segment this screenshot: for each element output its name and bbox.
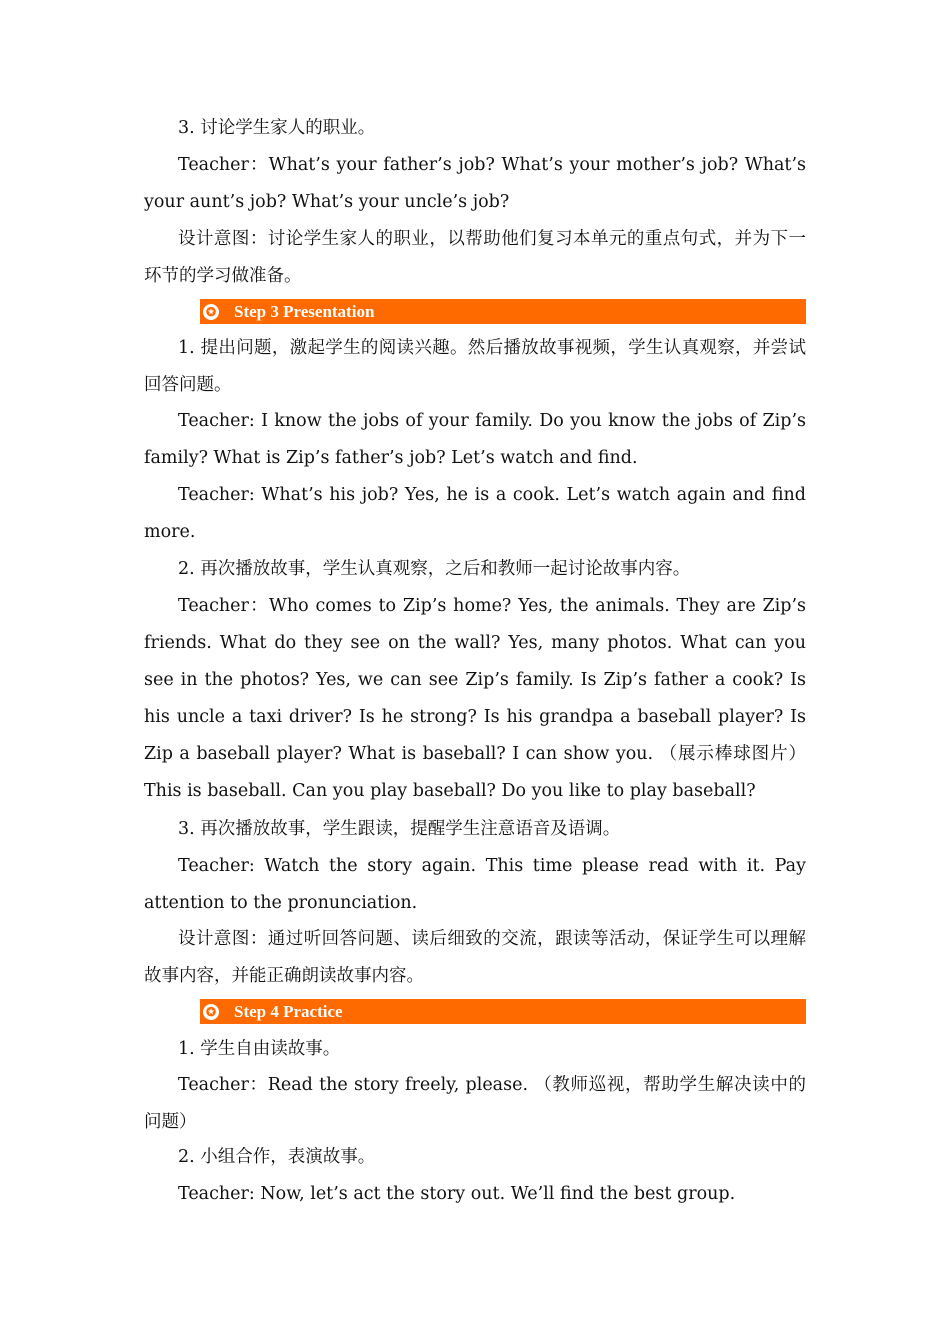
paragraph-teacher-read-freely: Teacher：Read the story freely, please. （教师巡视，帮助学生解决读中的问题） — [144, 1075, 806, 1132]
paragraph-teacher-act-out: Teacher: Now, let’s act the story out. We’ll find the best group. — [178, 1184, 736, 1204]
paragraph-free-reading: 1. 学生自由读故事。 — [178, 1039, 341, 1059]
paragraph-teacher-watch-again: Teacher: Watch the story again. This time please read with it. Pay attention to the pronunciation. — [144, 856, 806, 913]
step3-title: Step 3 Presentation — [234, 302, 375, 321]
paragraph-discuss-jobs: 3. 讨论学生家人的职业。 — [178, 118, 376, 138]
paragraph-design-intent-2: 设计意图：通过听回答问题、读后细致的交流，跟读等活动，保证学生可以理解故事内容，并能正确朗读故事内容。 — [144, 929, 806, 986]
step4-header — [200, 999, 806, 1024]
paragraph-group-act: 2. 小组合作，表演故事。 — [178, 1147, 376, 1167]
paragraph-read-along: 3. 再次播放故事，学生跟读，提醒学生注意语音及语调。 — [178, 819, 621, 839]
step3-header — [200, 299, 806, 324]
star-icon: ✪ — [203, 1004, 219, 1020]
paragraph-ask-questions: 1. 提出问题，激起学生的阅读兴趣。然后播放故事视频，学生认真观察，并尝试回答问题。 — [144, 338, 806, 395]
star-icon: ✪ — [203, 304, 219, 320]
paragraph-design-intent-1: 设计意图：讨论学生家人的职业，以帮助他们复习本单元的重点句式，并为下一环节的学习做准备。 — [144, 229, 806, 286]
paragraph-teacher-his-job: Teacher: What’s his job? Yes, he is a cook. Let’s watch again and find more. — [144, 485, 806, 542]
step4-title: Step 4 Practice — [234, 1002, 343, 1021]
paragraph-teacher-know-jobs: Teacher: I know the jobs of your family. Do you know the jobs of Zip’s family? What is Zip’s father’s job? Let’s watch and find. — [144, 411, 806, 468]
paragraph-teacher-zip-home: Teacher：Who comes to Zip’s home? Yes, the animals. They are Zip’s friends. What do they see on the wall? Yes, many photos. What can you see in the photos? Yes, we can see Zip’s family. Is Zip’s father a cook? Is his uncle a taxi driver? Is he strong? Is his grandpa a baseball player? Is Zip a baseball player? What is baseball? I can show you. （展示棒球图片）This is baseball. Can you play baseball? Do you like to play baseball? — [144, 596, 806, 801]
paragraph-teacher-questions-family: Teacher：What’s your father’s job? What’s your mother’s job? What’s your aunt’s job? What’s your uncle’s job? — [144, 155, 806, 212]
paragraph-replay-story: 2. 再次播放故事，学生认真观察，之后和教师一起讨论故事内容。 — [178, 559, 691, 579]
